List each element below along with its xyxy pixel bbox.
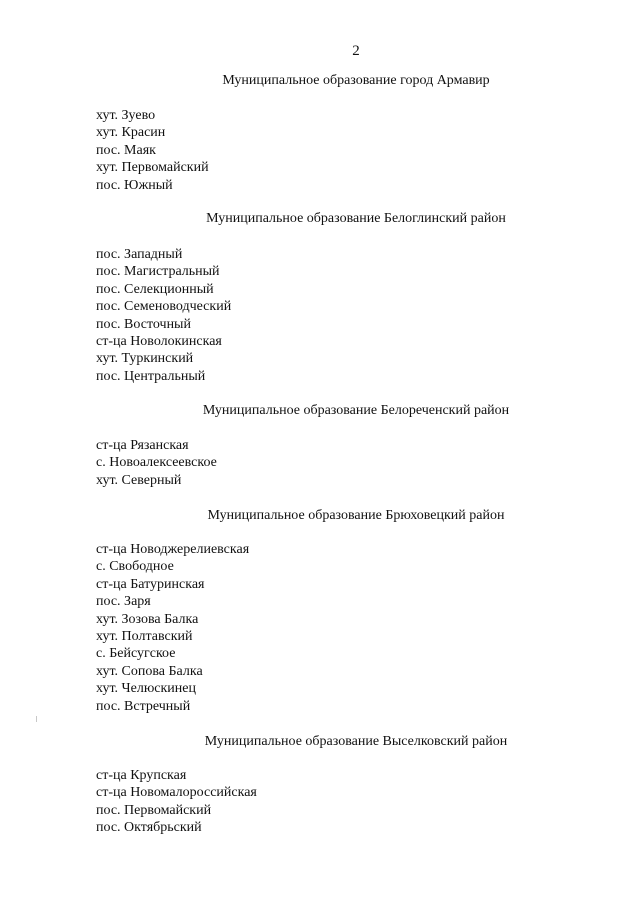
settlement-item: хут. Сопова Балка	[96, 663, 203, 679]
section-heading: Муниципальное образование город Армавир	[222, 73, 490, 88]
settlement-list	[96, 541, 249, 715]
settlement-item: хут. Зуево	[96, 108, 156, 123]
settlement-item: с. Новоалексеевское	[96, 455, 217, 471]
settlement-item: пос. Селекционный	[96, 281, 214, 297]
settlement-item: пос. Восточный	[96, 316, 191, 332]
settlement-item: хут. Челюскинец	[96, 681, 196, 697]
settlement-item: пос. Октябрьский	[96, 820, 202, 836]
settlement-item: хут. Первомайский	[96, 160, 209, 176]
settlement-item: с. Бейсугское	[96, 646, 176, 662]
settlement-item: ст-ца Новолокинская	[96, 334, 222, 350]
settlement-item: хут. Красин	[96, 125, 166, 141]
settlement-list	[96, 437, 217, 489]
settlement-item: пос. Первомайский	[96, 802, 212, 818]
settlement-item: хут. Северный	[96, 472, 182, 488]
settlement-list	[96, 107, 209, 194]
margin-mark	[36, 716, 37, 722]
section-heading: Муниципальное образование Выселковский район	[204, 734, 508, 749]
settlement-item: пос. Южный	[96, 177, 173, 193]
settlement-item: пос. Заря	[96, 594, 151, 610]
settlement-item: ст-ца Рязанская	[96, 438, 189, 453]
settlement-list	[96, 246, 231, 385]
page-number: 2	[352, 43, 360, 59]
settlement-item: пос. Магистральный	[96, 264, 220, 280]
settlement-item: ст-ца Крупская	[96, 768, 187, 783]
settlement-item: ст-ца Новоджерелиевская	[96, 542, 250, 557]
settlement-item: пос. Центральный	[96, 368, 206, 384]
settlement-item: ст-ца Новомалороссийская	[96, 785, 257, 801]
settlement-item: хут. Туркинский	[96, 351, 194, 367]
settlement-item: хут. Зозова Балка	[96, 611, 199, 627]
settlement-item: пос. Встречный	[96, 698, 191, 714]
settlement-item: ст-ца Батуринская	[96, 576, 205, 592]
settlement-item: пос. Семеноводческий	[96, 299, 232, 315]
settlement-item: с. Свободное	[96, 559, 174, 575]
section-heading: Муниципальное образование Белоглинский район	[206, 211, 506, 226]
section-heading: Муниципальное образование Белореченский район	[202, 403, 510, 418]
section-heading: Муниципальное образование Брюховецкий район	[207, 508, 505, 523]
settlement-item: пос. Западный	[96, 247, 183, 262]
settlement-item: пос. Маяк	[96, 142, 156, 158]
settlement-list	[96, 767, 257, 837]
settlement-item: хут. Полтавский	[96, 629, 193, 645]
